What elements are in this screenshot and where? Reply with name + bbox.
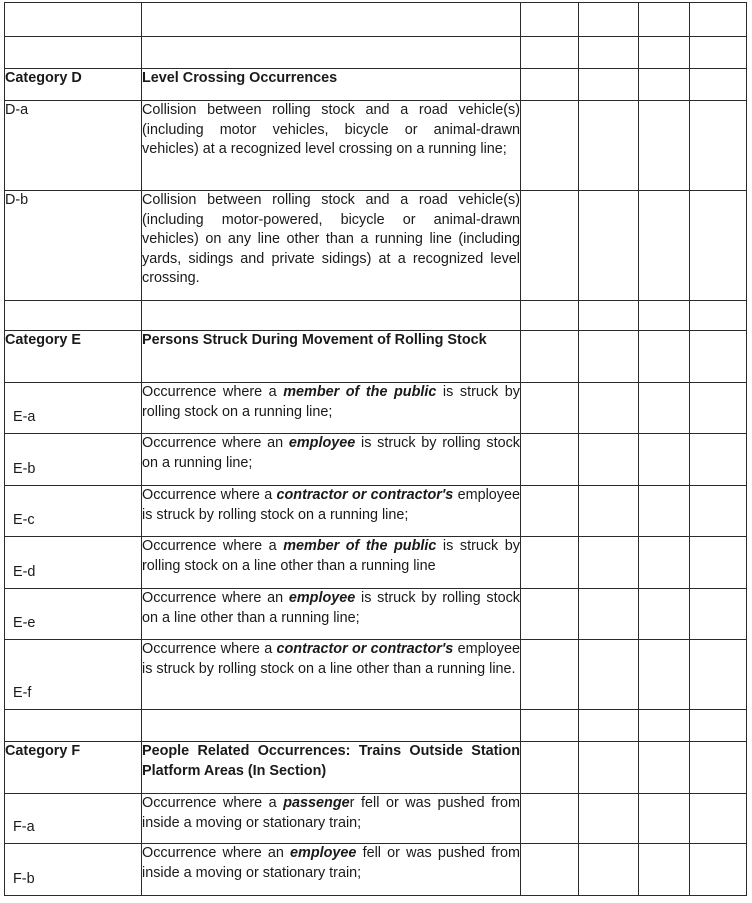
description-cell bbox=[142, 794, 521, 844]
empty-cell bbox=[579, 537, 639, 589]
description-cell bbox=[142, 710, 521, 742]
empty-cell bbox=[690, 434, 747, 486]
empty-cell bbox=[639, 710, 690, 742]
empty-cell bbox=[639, 191, 690, 301]
code-cell: Category D bbox=[5, 69, 142, 101]
table-row bbox=[5, 742, 747, 794]
table-row bbox=[5, 537, 747, 589]
table-row bbox=[5, 3, 747, 37]
code-cell: E-a bbox=[5, 383, 142, 434]
code-cell: E-b bbox=[5, 434, 142, 486]
emphasized-term: member of the public bbox=[283, 538, 437, 554]
empty-cell bbox=[521, 844, 579, 896]
table-row bbox=[5, 486, 747, 537]
code-cell: D-b bbox=[5, 191, 142, 301]
empty-cell bbox=[579, 301, 639, 331]
empty-cell bbox=[639, 844, 690, 896]
table-row bbox=[5, 640, 747, 710]
empty-cell bbox=[521, 69, 579, 101]
empty-cell bbox=[521, 101, 579, 191]
empty-cell bbox=[579, 742, 639, 794]
empty-cell bbox=[579, 589, 639, 640]
description-cell: People Related Occurrences: Trains Outside Station Platform Areas (In Section) bbox=[142, 742, 521, 794]
description-text: is struck by rolling stock on a running line; bbox=[142, 435, 520, 471]
code-cell: F-a bbox=[5, 794, 142, 844]
description-cell bbox=[142, 383, 521, 434]
empty-cell bbox=[521, 589, 579, 640]
empty-cell bbox=[639, 640, 690, 710]
description-text: Occurrence where an bbox=[142, 845, 291, 861]
description-text: fell or was pushed from inside a moving or stationary train; bbox=[142, 845, 520, 881]
empty-cell bbox=[639, 3, 690, 37]
description-text: Occurrence where a bbox=[142, 795, 284, 811]
empty-cell bbox=[579, 331, 639, 383]
empty-cell bbox=[579, 710, 639, 742]
empty-cell bbox=[521, 794, 579, 844]
empty-cell bbox=[690, 710, 747, 742]
empty-cell bbox=[521, 710, 579, 742]
empty-cell bbox=[690, 101, 747, 191]
empty-cell bbox=[639, 37, 690, 69]
description-cell bbox=[142, 844, 521, 896]
empty-cell bbox=[521, 640, 579, 710]
empty-cell bbox=[639, 69, 690, 101]
empty-cell bbox=[690, 589, 747, 640]
description-text: employee is struck by rolling stock on a line other than a running line. bbox=[142, 641, 520, 677]
table-row bbox=[5, 37, 747, 69]
code-cell: D-a bbox=[5, 101, 142, 191]
empty-cell bbox=[690, 37, 747, 69]
code-cell: E-e bbox=[5, 589, 142, 640]
empty-cell bbox=[639, 301, 690, 331]
table-row bbox=[5, 794, 747, 844]
description-cell bbox=[142, 434, 521, 486]
empty-cell bbox=[521, 301, 579, 331]
empty-cell bbox=[639, 486, 690, 537]
empty-cell bbox=[639, 434, 690, 486]
description-cell bbox=[142, 486, 521, 537]
empty-cell bbox=[639, 794, 690, 844]
table-row bbox=[5, 383, 747, 434]
description-text: Occurrence where an bbox=[142, 590, 289, 606]
table-row bbox=[5, 844, 747, 896]
description-text: Occurrence where an bbox=[142, 435, 289, 451]
description-text: is struck by rolling stock on a line other than a running line bbox=[142, 538, 520, 574]
description-cell bbox=[142, 301, 521, 331]
empty-cell bbox=[690, 69, 747, 101]
emphasized-term: member of the public bbox=[283, 384, 437, 400]
empty-cell bbox=[579, 486, 639, 537]
empty-cell bbox=[579, 37, 639, 69]
code-cell: E-f bbox=[5, 640, 142, 710]
empty-cell bbox=[639, 101, 690, 191]
code-cell: F-b bbox=[5, 844, 142, 896]
empty-cell bbox=[521, 434, 579, 486]
empty-cell bbox=[690, 191, 747, 301]
table-row bbox=[5, 331, 747, 383]
emphasized-term: passenge bbox=[283, 795, 350, 811]
description-text: Occurrence where a bbox=[142, 384, 284, 400]
code-cell bbox=[5, 37, 142, 69]
emphasized-term: contractor or contractor's bbox=[276, 641, 454, 657]
empty-cell bbox=[579, 191, 639, 301]
description-text: r fell or was pushed from inside a moving or stationary train; bbox=[142, 795, 520, 831]
table-row bbox=[5, 589, 747, 640]
code-cell: E-d bbox=[5, 537, 142, 589]
code-cell: Category F bbox=[5, 742, 142, 794]
empty-cell bbox=[579, 640, 639, 710]
empty-cell bbox=[639, 537, 690, 589]
empty-cell bbox=[521, 383, 579, 434]
description-text: is struck by rolling stock on a line other than a running line; bbox=[142, 590, 520, 626]
empty-cell bbox=[690, 537, 747, 589]
empty-cell bbox=[690, 3, 747, 37]
code-cell: Category E bbox=[5, 331, 142, 383]
description-text: employee is struck by rolling stock on a running line; bbox=[142, 487, 520, 523]
description-cell bbox=[142, 3, 521, 37]
empty-cell bbox=[690, 640, 747, 710]
empty-cell bbox=[690, 301, 747, 331]
description-cell: Collision between rolling stock and a road vehicle(s) (including motor vehicles, bicycle or animal-drawn vehicles) at a recognized level crossing on a running line; bbox=[142, 101, 521, 191]
empty-cell bbox=[639, 742, 690, 794]
description-cell: Level Crossing Occurrences bbox=[142, 69, 521, 101]
table-row bbox=[5, 191, 747, 301]
table-row bbox=[5, 434, 747, 486]
table-row bbox=[5, 301, 747, 331]
empty-cell bbox=[690, 794, 747, 844]
emphasized-term: employee bbox=[290, 845, 357, 861]
empty-cell bbox=[579, 434, 639, 486]
description-text: Occurrence where a bbox=[142, 487, 277, 503]
occurrence-category-table bbox=[4, 2, 747, 896]
empty-cell bbox=[690, 486, 747, 537]
code-cell: E-c bbox=[5, 486, 142, 537]
empty-cell bbox=[690, 331, 747, 383]
empty-cell bbox=[521, 537, 579, 589]
empty-cell bbox=[521, 742, 579, 794]
emphasized-term: contractor or contractor's bbox=[276, 487, 454, 503]
empty-cell bbox=[521, 486, 579, 537]
empty-cell bbox=[521, 37, 579, 69]
description-text: is struck by rolling stock on a running line; bbox=[142, 384, 520, 420]
empty-cell bbox=[521, 3, 579, 37]
description-text: Occurrence where a bbox=[142, 538, 284, 554]
table-row bbox=[5, 69, 747, 101]
empty-cell bbox=[639, 331, 690, 383]
emphasized-term: employee bbox=[288, 590, 356, 606]
description-cell bbox=[142, 589, 521, 640]
emphasized-term: employee bbox=[288, 435, 356, 451]
empty-cell bbox=[579, 101, 639, 191]
empty-cell bbox=[521, 191, 579, 301]
empty-cell bbox=[690, 383, 747, 434]
empty-cell bbox=[579, 383, 639, 434]
description-cell: Persons Struck During Movement of Rolling Stock bbox=[142, 331, 521, 383]
table-row bbox=[5, 101, 747, 191]
description-cell: Collision between rolling stock and a road vehicle(s) (including motor-powered, bicycle or animal-drawn vehicles) on any line other than a running line (including yards, sidings and private sidings) at a recognized level crossing. bbox=[142, 191, 521, 301]
empty-cell bbox=[690, 844, 747, 896]
code-cell bbox=[5, 710, 142, 742]
empty-cell bbox=[579, 3, 639, 37]
description-cell bbox=[142, 537, 521, 589]
empty-cell bbox=[639, 383, 690, 434]
description-text: Occurrence where a bbox=[142, 641, 277, 657]
code-cell bbox=[5, 3, 142, 37]
empty-cell bbox=[639, 589, 690, 640]
description-cell bbox=[142, 640, 521, 710]
description-cell bbox=[142, 37, 521, 69]
empty-cell bbox=[579, 844, 639, 896]
empty-cell bbox=[690, 742, 747, 794]
empty-cell bbox=[579, 794, 639, 844]
table-row bbox=[5, 710, 747, 742]
empty-cell bbox=[521, 331, 579, 383]
empty-cell bbox=[579, 69, 639, 101]
code-cell bbox=[5, 301, 142, 331]
